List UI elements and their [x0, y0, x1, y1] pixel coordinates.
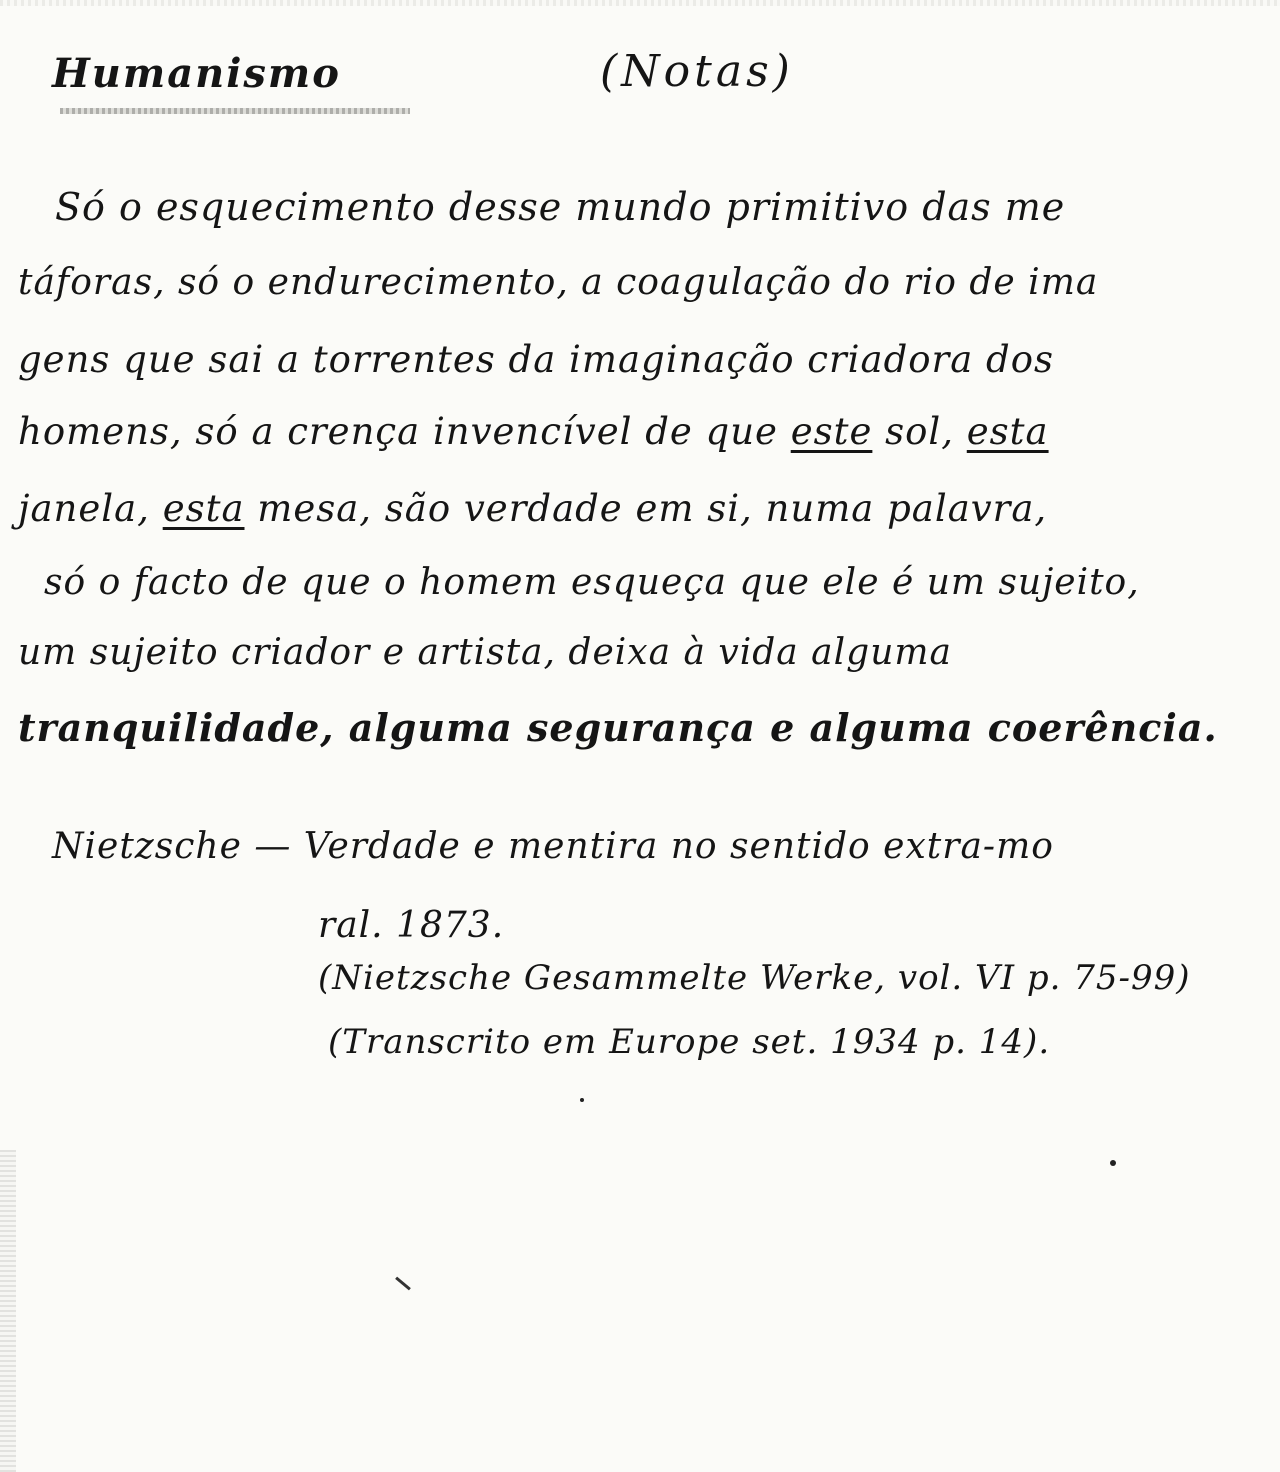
underlined-word-esta-1: esta: [966, 410, 1049, 453]
heading-note: (Notas): [600, 46, 794, 97]
body-line-5-part-a: janela,: [18, 487, 163, 530]
ink-speck: [1110, 1160, 1116, 1166]
ink-stroke: [395, 1277, 411, 1291]
title-underline: [60, 108, 410, 114]
page-title: Humanismo: [52, 50, 341, 97]
reference-line-4: (Transcrito em Europe set. 1934 p. 14).: [328, 1022, 1051, 1062]
underlined-word-este: este: [790, 410, 873, 453]
body-line-1: Só o esquecimento desse mundo primitivo das me: [55, 185, 1066, 229]
body-line-4-part-c: sol,: [872, 410, 967, 453]
underlined-word-esta-2: esta: [162, 487, 245, 530]
body-line-6: só o facto de que o homem esqueça que ele é um sujeito,: [44, 562, 1140, 603]
reference-line-3: (Nietzsche Gesammelte Werke, vol. VI p. 75-99): [318, 958, 1191, 998]
scan-edge-noise-top: [0, 0, 1280, 6]
body-line-5: [18, 487, 1047, 530]
ink-speck: [580, 1098, 584, 1102]
body-line-2: táforas, só o endurecimento, a coagulação do rio de ima: [18, 262, 1099, 303]
reference-line-2: ral. 1873.: [318, 905, 505, 946]
body-line-3: gens que sai a torrentes da imaginação criadora dos: [18, 338, 1054, 381]
body-line-4-part-a: homens, só a crença invencível de que: [18, 410, 791, 453]
body-line-8: tranquilidade, alguma segurança e alguma coerência.: [18, 705, 1218, 750]
body-line-7: um sujeito criador e artista, deixa à vida alguma: [18, 632, 952, 673]
body-line-4: [18, 410, 1049, 453]
scan-edge-noise-left: [0, 1150, 16, 1472]
reference-line-1: Nietzsche — Verdade e mentira no sentido extra-mo: [52, 826, 1054, 867]
body-line-5-part-c: mesa, são verdade em si, numa palavra,: [244, 487, 1048, 530]
